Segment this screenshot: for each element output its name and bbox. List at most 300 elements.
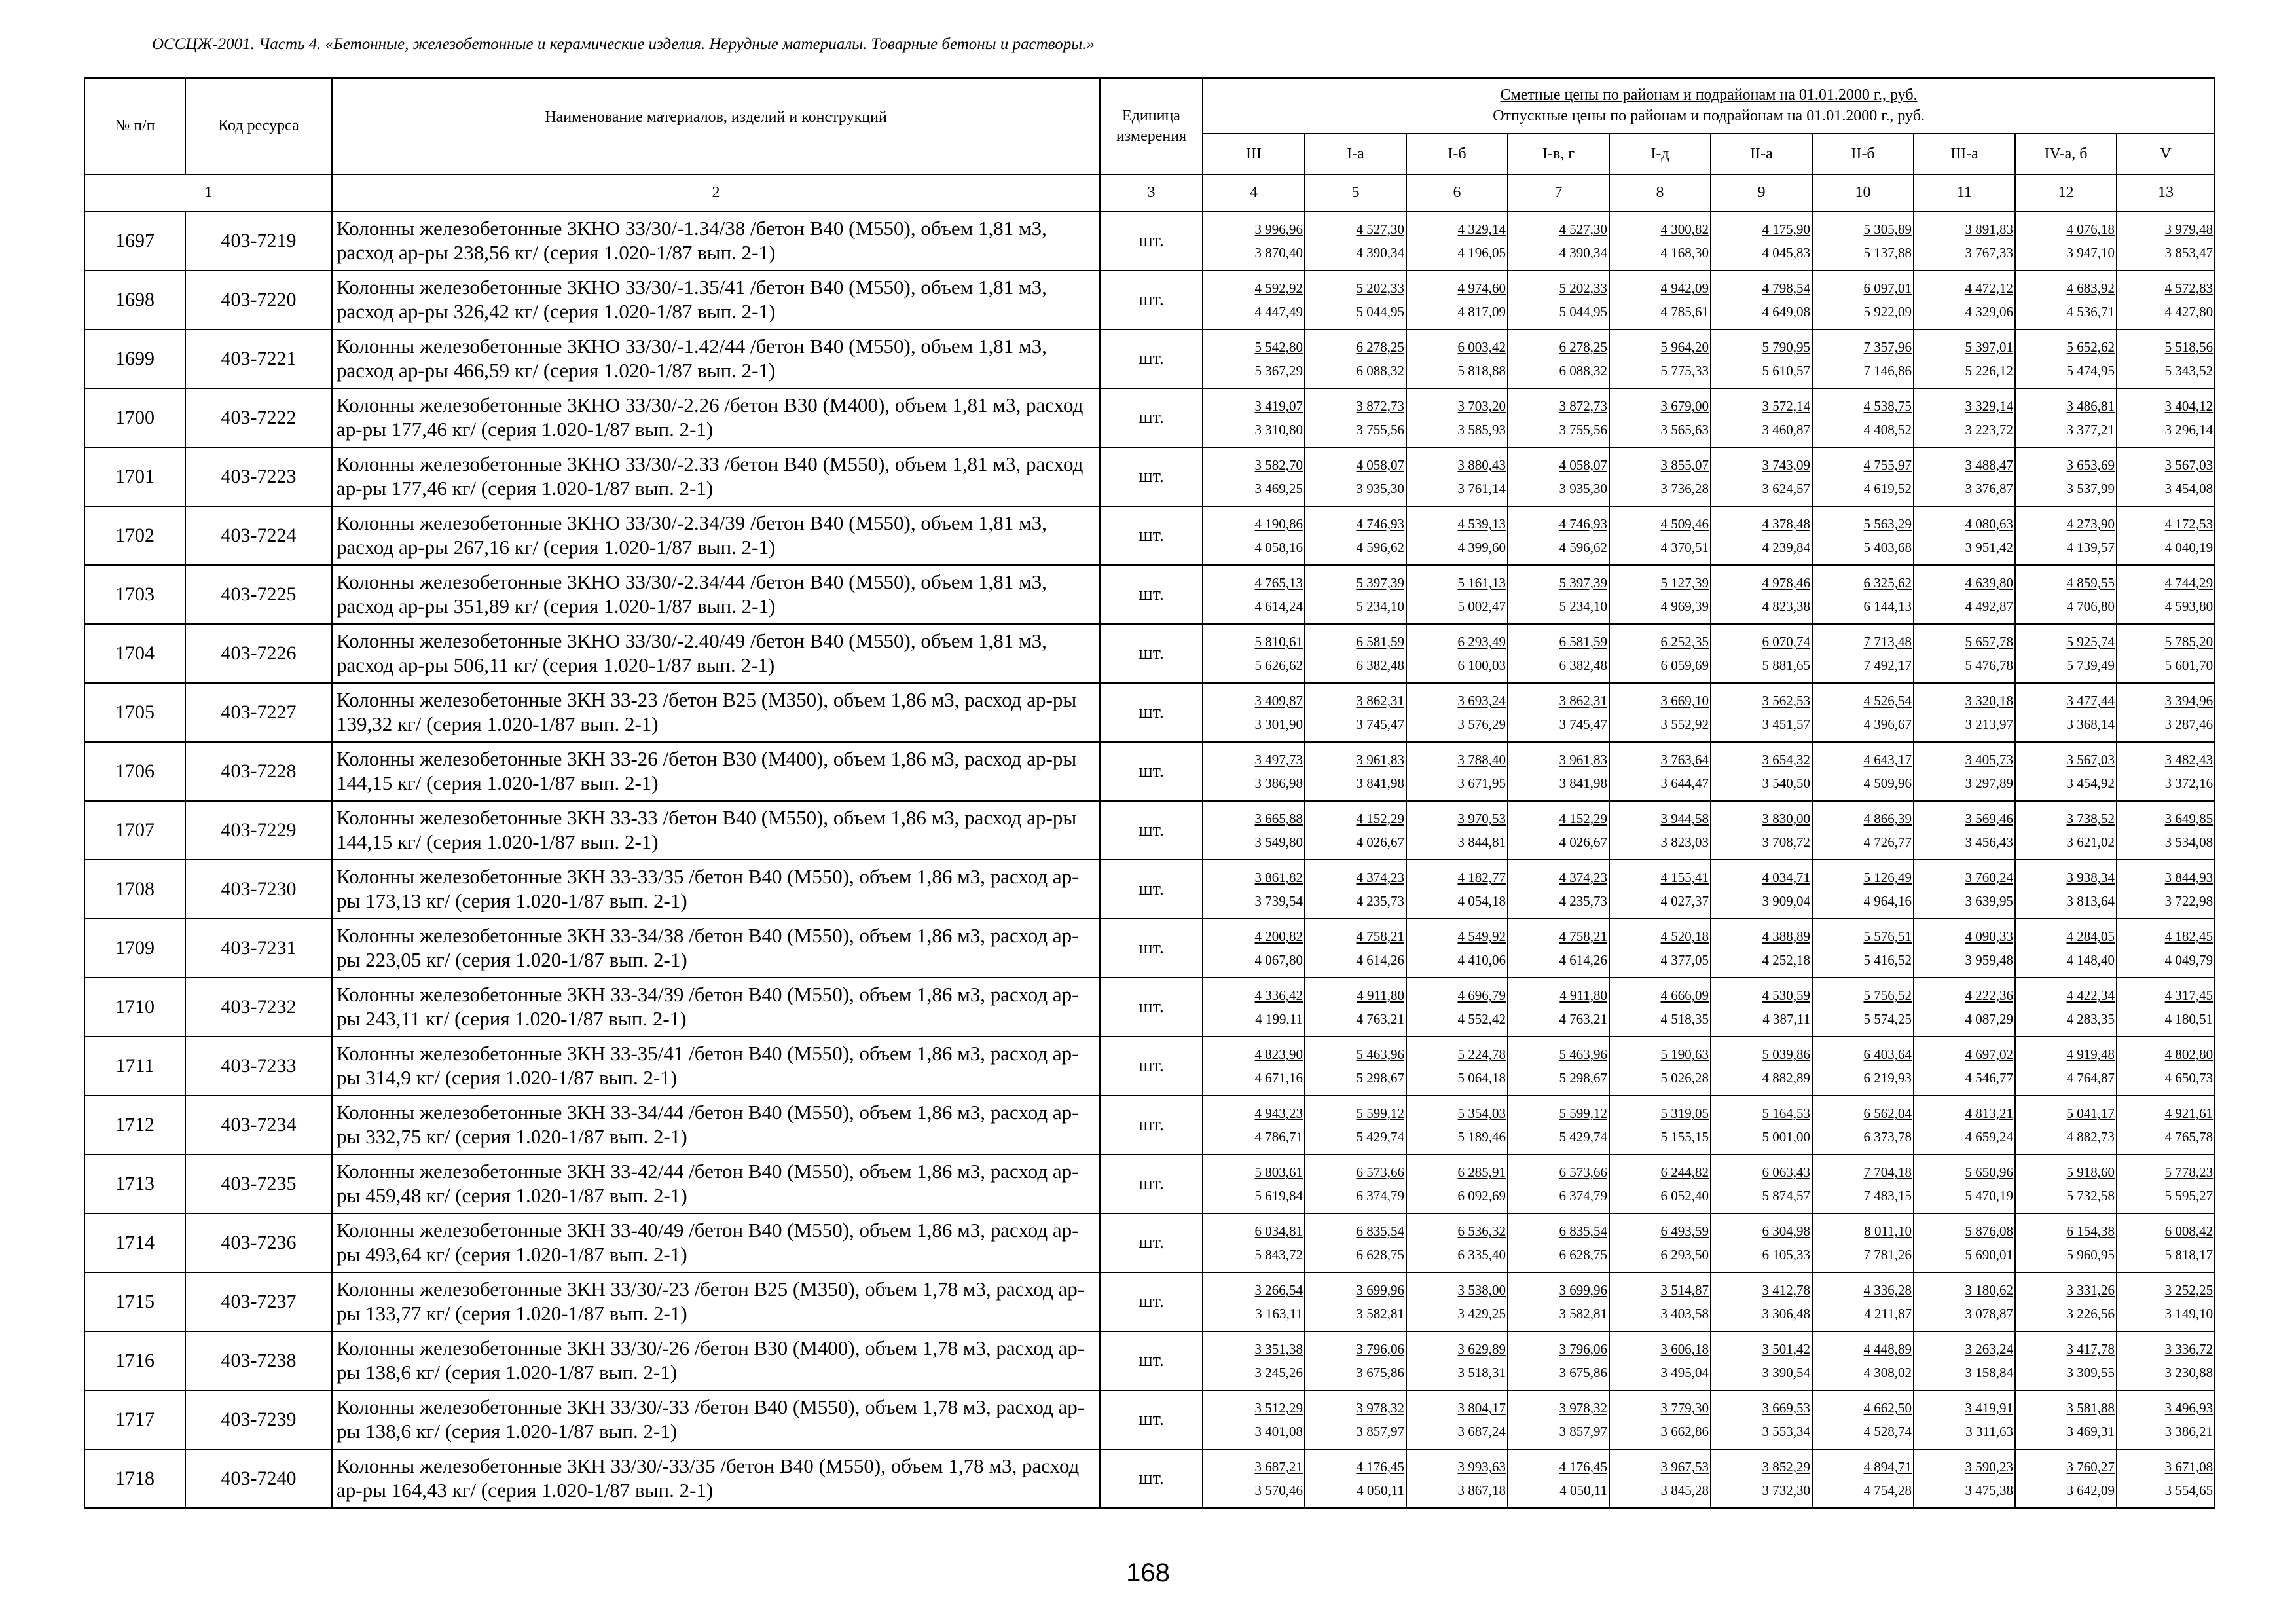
wholesale-price: 5 002,47 <box>1457 599 1506 614</box>
wholesale-price: 3 540,50 <box>1762 775 1810 791</box>
wholesale-price: 3 755,56 <box>1559 422 1607 437</box>
column-index: 12 <box>2015 175 2117 212</box>
wholesale-price: 3 675,86 <box>1356 1365 1404 1380</box>
estimated-price: 3 763,64 <box>1660 752 1709 767</box>
estimated-price: 5 202,33 <box>1559 280 1607 296</box>
price-cell <box>1711 801 1812 860</box>
estimated-price: 4 176,45 <box>1559 1459 1607 1475</box>
estimated-price: 7 704,18 <box>1863 1164 1912 1180</box>
estimated-price: 4 943,23 <box>1254 1105 1303 1121</box>
column-index: 9 <box>1711 175 1812 212</box>
estimated-price: 4 374,23 <box>1559 870 1607 885</box>
estimated-price: 6 008,42 <box>2164 1223 2214 1239</box>
wholesale-price: 4 659,24 <box>1965 1129 2013 1145</box>
price-cell <box>1203 919 1305 978</box>
table-row <box>84 329 2215 388</box>
material-name: Колонны железобетонные 3КН 33-34/38 /бетон В40 (М550), объем 1,86 м3, расход ар-ры 223,05 кг/ (серия 1.020-1/87 вып. 2-1) <box>332 919 1100 978</box>
price-cell <box>2117 1272 2215 1331</box>
estimated-price: 5 463,96 <box>1356 1046 1404 1062</box>
estimated-price: 4 911,80 <box>1559 987 1607 1003</box>
estimated-price: 4 336,28 <box>1863 1282 1912 1298</box>
price-cell <box>1609 212 1711 270</box>
estimated-price: 3 669,53 <box>1762 1400 1810 1416</box>
wholesale-price: 3 755,56 <box>1356 422 1404 437</box>
wholesale-price: 4 785,61 <box>1660 304 1709 320</box>
price-cell <box>1406 447 1508 506</box>
wholesale-price: 4 329,06 <box>1965 304 2013 320</box>
estimated-price: 3 562,53 <box>1762 693 1810 709</box>
price-cell <box>1812 683 1914 742</box>
estimated-price: 3 329,14 <box>1965 398 2013 414</box>
wholesale-price: 5 595,27 <box>2164 1188 2214 1204</box>
unit: шт. <box>1100 1096 1203 1154</box>
price-cell <box>1203 447 1305 506</box>
price-cell <box>2117 1154 2215 1213</box>
estimated-price: 8 011,10 <box>1864 1223 1912 1239</box>
estimated-price: 6 097,01 <box>1863 280 1912 296</box>
estimated-price: 4 090,33 <box>1965 929 2013 944</box>
price-cell <box>1305 1272 1406 1331</box>
estimated-price: 4 176,45 <box>1356 1459 1404 1475</box>
wholesale-price: 5 610,57 <box>1762 363 1810 378</box>
wholesale-price: 3 813,64 <box>2066 893 2115 909</box>
wholesale-price: 3 857,97 <box>1559 1424 1607 1439</box>
price-cell <box>1812 1213 1914 1272</box>
resource-code: 403-7233 <box>185 1037 332 1096</box>
estimated-price: 3 944,58 <box>1660 811 1709 826</box>
estimated-price: 4 539,13 <box>1457 516 1506 532</box>
estimated-price: 4 200,82 <box>1254 929 1303 944</box>
wholesale-price: 5 818,88 <box>1457 363 1506 378</box>
price-cell <box>1914 801 2015 860</box>
wholesale-price: 4 596,62 <box>1559 540 1607 555</box>
price-cell <box>1203 1390 1305 1449</box>
unit: шт. <box>1100 1213 1203 1272</box>
price-cell <box>1305 270 1406 329</box>
price-header-estimated: Сметные цены по районам и подрайонам на 01.01.2000 г., руб. <box>1500 86 1918 104</box>
estimated-price: 3 669,10 <box>1660 693 1709 709</box>
price-cell <box>2117 978 2215 1037</box>
price-cell <box>1711 1272 1812 1331</box>
price-cell <box>1711 270 1812 329</box>
price-cell <box>1609 1272 1711 1331</box>
estimated-price: 7 357,96 <box>1863 339 1912 355</box>
price-cell <box>1305 212 1406 270</box>
estimated-price: 6 285,91 <box>1457 1164 1506 1180</box>
estimated-price: 3 861,82 <box>1254 870 1303 885</box>
wholesale-price: 3 739,54 <box>1254 893 1303 909</box>
wholesale-price: 4 199,11 <box>1255 1011 1303 1027</box>
price-cell <box>1406 1213 1508 1272</box>
wholesale-price: 3 460,87 <box>1762 422 1810 437</box>
resource-code: 403-7227 <box>185 683 332 742</box>
wholesale-price: 3 909,04 <box>1762 893 1810 909</box>
wholesale-price: 4 817,09 <box>1457 304 1506 320</box>
wholesale-price: 3 935,30 <box>1356 481 1404 496</box>
price-cell <box>1508 1331 1609 1390</box>
wholesale-price: 5 429,74 <box>1559 1129 1607 1145</box>
estimated-price: 4 520,18 <box>1660 929 1709 944</box>
wholesale-price: 3 576,29 <box>1457 716 1506 732</box>
wholesale-price: 5 476,78 <box>1965 657 2013 673</box>
price-cell <box>2117 624 2215 683</box>
price-cell <box>1711 388 1812 447</box>
price-cell <box>2117 565 2215 624</box>
wholesale-price: 3 372,16 <box>2164 775 2214 791</box>
wholesale-price: 4 427,80 <box>2164 304 2214 320</box>
price-cell <box>2117 506 2215 565</box>
unit: шт. <box>1100 1390 1203 1449</box>
price-cell <box>2015 506 2117 565</box>
price-cell <box>1711 742 1812 801</box>
price-cell <box>2015 1213 2117 1272</box>
estimated-price: 6 244,82 <box>1660 1164 1709 1180</box>
wholesale-price: 6 088,32 <box>1356 363 1404 378</box>
wholesale-price: 3 495,04 <box>1660 1365 1709 1380</box>
estimated-price: 4 317,45 <box>2164 987 2214 1003</box>
wholesale-price: 3 552,92 <box>1660 716 1709 732</box>
wholesale-price: 4 706,80 <box>2066 599 2115 614</box>
estimated-price: 3 653,69 <box>2066 457 2115 473</box>
unit: шт. <box>1100 860 1203 919</box>
wholesale-price: 3 311,63 <box>1965 1424 2013 1439</box>
table-row <box>84 742 2215 801</box>
estimated-price: 4 666,09 <box>1660 987 1709 1003</box>
wholesale-price: 5 874,57 <box>1762 1188 1810 1204</box>
table-row <box>84 447 2215 506</box>
price-cell <box>1508 1449 1609 1508</box>
estimated-price: 3 654,32 <box>1762 752 1810 767</box>
price-cell <box>1812 742 1914 801</box>
wholesale-price: 3 454,92 <box>2066 775 2115 791</box>
estimated-price: 6 034,81 <box>1254 1223 1303 1239</box>
estimated-price: 5 161,13 <box>1457 575 1506 591</box>
resource-code: 403-7234 <box>185 1096 332 1154</box>
wholesale-price: 4 765,78 <box>2164 1129 2214 1145</box>
estimated-price: 3 872,73 <box>1356 398 1404 414</box>
wholesale-price: 3 662,86 <box>1660 1424 1709 1439</box>
price-cell <box>1203 1449 1305 1508</box>
price-cell <box>1812 1096 1914 1154</box>
estimated-price: 6 252,35 <box>1660 634 1709 650</box>
estimated-price: 4 080,63 <box>1965 516 2013 532</box>
table-row <box>84 1331 2215 1390</box>
material-name: Колонны железобетонные 3КНО 33/30/-2.26 /бетон В30 (М400), объем 1,81 м3, расход ар-ры 177,46 кг/ (серия 1.020-1/87 вып. 2-1) <box>332 388 1100 447</box>
estimated-price: 3 996,96 <box>1254 221 1303 237</box>
price-cell <box>2117 919 2215 978</box>
column-index: 8 <box>1609 175 1711 212</box>
estimated-price: 5 576,51 <box>1863 929 1912 944</box>
price-cell <box>1203 270 1305 329</box>
wholesale-price: 4 882,73 <box>2066 1129 2115 1145</box>
wholesale-price: 3 745,47 <box>1356 716 1404 732</box>
estimated-price: 4 530,59 <box>1762 987 1810 1003</box>
wholesale-price: 3 390,54 <box>1762 1365 1810 1380</box>
wholesale-price: 3 403,58 <box>1660 1306 1709 1321</box>
estimated-price: 3 855,07 <box>1660 457 1709 473</box>
wholesale-price: 3 745,47 <box>1559 716 1607 732</box>
wholesale-price: 3 732,30 <box>1762 1483 1810 1498</box>
estimated-price: 5 127,39 <box>1660 575 1709 591</box>
row-number: 1703 <box>84 565 185 624</box>
unit: шт. <box>1100 329 1203 388</box>
price-cell <box>1609 1037 1711 1096</box>
estimated-price: 5 039,86 <box>1762 1046 1810 1062</box>
material-name: Колонны железобетонные 3КН 33-35/41 /бетон В40 (М550), объем 1,86 м3, расход ар-ры 314,9 кг/ (серия 1.020-1/87 вып. 2-1) <box>332 1037 1100 1096</box>
estimated-price: 4 175,90 <box>1762 221 1810 237</box>
price-cell <box>1812 919 1914 978</box>
estimated-price: 4 813,21 <box>1965 1105 2013 1121</box>
estimated-price: 3 488,47 <box>1965 457 2013 473</box>
price-cell <box>1711 1449 1812 1508</box>
wholesale-price: 4 671,16 <box>1254 1070 1303 1086</box>
wholesale-price: 4 026,67 <box>1559 834 1607 850</box>
wholesale-price: 5 626,62 <box>1254 657 1303 673</box>
wholesale-price: 3 553,34 <box>1762 1424 1810 1439</box>
price-cell <box>1508 801 1609 860</box>
estimated-price: 3 862,31 <box>1356 693 1404 709</box>
wholesale-price: 4 027,37 <box>1660 893 1709 909</box>
price-cell <box>2015 978 2117 1037</box>
price-cell <box>1914 1449 2015 1508</box>
price-cell <box>1203 329 1305 388</box>
estimated-price: 4 802,80 <box>2164 1046 2214 1062</box>
price-cell <box>1812 329 1914 388</box>
wholesale-price: 4 087,29 <box>1965 1011 2013 1027</box>
price-cell <box>1711 1096 1812 1154</box>
estimated-price: 5 778,23 <box>2164 1164 2214 1180</box>
col-header-unit: Единица измерения <box>1100 78 1203 175</box>
wholesale-price: 4 168,30 <box>1660 245 1709 261</box>
row-number: 1699 <box>84 329 185 388</box>
material-name: Колонны железобетонные 3КН 33-34/44 /бетон В40 (М550), объем 1,86 м3, расход ар-ры 332,75 кг/ (серия 1.020-1/87 вып. 2-1) <box>332 1096 1100 1154</box>
wholesale-price: 5 739,49 <box>2066 657 2115 673</box>
price-header-wholesale: Отпускные цены по районам и подрайонам на 01.01.2000 г., руб. <box>1493 107 1925 124</box>
price-cell <box>1508 1037 1609 1096</box>
estimated-price: 3 417,78 <box>2066 1341 2115 1357</box>
estimated-price: 4 222,36 <box>1965 987 2013 1003</box>
wholesale-price: 5 922,09 <box>1863 304 1912 320</box>
estimated-price: 6 278,25 <box>1356 339 1404 355</box>
price-cell <box>1914 212 2015 270</box>
wholesale-price: 4 614,24 <box>1254 599 1303 614</box>
estimated-price: 4 639,80 <box>1965 575 2013 591</box>
estimated-price: 4 823,90 <box>1254 1046 1303 1062</box>
estimated-price: 3 501,42 <box>1762 1341 1810 1357</box>
row-number: 1708 <box>84 860 185 919</box>
column-index: 3 <box>1100 175 1203 212</box>
wholesale-price: 4 308,02 <box>1863 1365 1912 1380</box>
estimated-price: 4 388,89 <box>1762 929 1810 944</box>
wholesale-price: 4 823,38 <box>1762 599 1810 614</box>
estimated-price: 4 172,53 <box>2164 516 2214 532</box>
estimated-price: 3 779,30 <box>1660 1400 1709 1416</box>
estimated-price: 3 419,07 <box>1254 398 1303 414</box>
wholesale-price: 4 764,87 <box>2066 1070 2115 1086</box>
wholesale-price: 3 642,09 <box>2066 1483 2115 1498</box>
resource-code: 403-7240 <box>185 1449 332 1508</box>
estimated-price: 4 746,93 <box>1559 516 1607 532</box>
price-cell <box>1609 742 1711 801</box>
price-cell <box>1508 683 1609 742</box>
price-cell <box>1406 212 1508 270</box>
price-cell <box>1609 270 1711 329</box>
estimated-price: 3 482,43 <box>2164 752 2214 767</box>
price-cell <box>1914 683 2015 742</box>
estimated-price: 4 765,13 <box>1254 575 1303 591</box>
wholesale-price: 5 226,12 <box>1965 363 2013 378</box>
wholesale-price: 3 675,86 <box>1559 1365 1607 1380</box>
estimated-price: 4 758,21 <box>1356 929 1404 944</box>
estimated-price: 3 486,81 <box>2066 398 2115 414</box>
price-cell <box>1203 624 1305 683</box>
wholesale-price: 4 596,62 <box>1356 540 1404 555</box>
estimated-price: 4 921,61 <box>2164 1105 2214 1121</box>
estimated-price: 4 572,83 <box>2164 280 2214 296</box>
wholesale-price: 5 367,29 <box>1254 363 1303 378</box>
wholesale-price: 3 469,31 <box>2066 1424 2115 1439</box>
estimated-price: 3 796,06 <box>1559 1341 1607 1357</box>
wholesale-price: 5 574,25 <box>1863 1011 1912 1027</box>
wholesale-price: 3 213,97 <box>1965 716 2013 732</box>
wholesale-price: 3 947,10 <box>2066 245 2115 261</box>
resource-code: 403-7221 <box>185 329 332 388</box>
wholesale-price: 4 882,89 <box>1762 1070 1810 1086</box>
price-cell <box>2015 270 2117 329</box>
price-cell <box>1914 1037 2015 1096</box>
material-name: Колонны железобетонные 3КН 33-33/35 /бетон В40 (М550), объем 1,86 м3, расход ар-ры 173,13 кг/ (серия 1.020-1/87 вып. 2-1) <box>332 860 1100 919</box>
price-cell <box>1203 506 1305 565</box>
price-cell <box>1914 329 2015 388</box>
price-cell <box>1203 1331 1305 1390</box>
price-cell <box>1609 1331 1711 1390</box>
wholesale-price: 4 252,18 <box>1762 952 1810 968</box>
region-header: I-в, г <box>1508 134 1609 175</box>
estimated-price: 3 687,21 <box>1254 1459 1303 1475</box>
estimated-price: 5 918,60 <box>2066 1164 2115 1180</box>
column-index: 11 <box>1914 175 2015 212</box>
price-cell <box>1508 270 1609 329</box>
price-cell <box>2015 1449 2117 1508</box>
estimated-price: 5 599,12 <box>1559 1105 1607 1121</box>
estimated-price: 4 284,05 <box>2066 929 2115 944</box>
wholesale-price: 4 410,06 <box>1457 952 1506 968</box>
estimated-price: 5 756,52 <box>1863 987 1912 1003</box>
estimated-price: 4 472,12 <box>1965 280 2013 296</box>
price-cell <box>1508 1272 1609 1331</box>
material-name: Колонны железобетонные 3КН 33-42/44 /бетон В40 (М550), объем 1,86 м3, расход ар-ры 459,48 кг/ (серия 1.020-1/87 вып. 2-1) <box>332 1154 1100 1213</box>
estimated-price: 3 180,62 <box>1965 1282 2013 1298</box>
unit: шт. <box>1100 270 1203 329</box>
column-index: 10 <box>1812 175 1914 212</box>
wholesale-price: 5 137,88 <box>1863 245 1912 261</box>
wholesale-price: 5 155,15 <box>1660 1129 1709 1145</box>
material-name: Колонны железобетонные 3КНО 33/30/-2.34/44 /бетон В40 (М550), объем 1,81 м3, расход ар-ры 351,89 кг/ (серия 1.020-1/87 вып. 2-1) <box>332 565 1100 624</box>
wholesale-price: 4 390,34 <box>1559 245 1607 261</box>
price-cell <box>1508 1096 1609 1154</box>
region-header: IV-а, б <box>2015 134 2117 175</box>
wholesale-price: 3 585,93 <box>1457 422 1506 437</box>
estimated-price: 5 803,61 <box>1254 1164 1303 1180</box>
estimated-price: 5 925,74 <box>2066 634 2115 650</box>
wholesale-price: 6 293,50 <box>1660 1247 1709 1263</box>
wholesale-price: 3 386,98 <box>1254 775 1303 791</box>
material-name: Колонны железобетонные 3КНО 33/30/-2.33 /бетон В40 (М550), объем 1,81 м3, расход ар-ры 177,46 кг/ (серия 1.020-1/87 вып. 2-1) <box>332 447 1100 506</box>
estimated-price: 4 911,80 <box>1357 987 1404 1003</box>
unit: шт. <box>1100 1331 1203 1390</box>
price-cell <box>1914 506 2015 565</box>
price-cell <box>1305 329 1406 388</box>
material-name: Колонны железобетонные 3КН 33-26 /бетон В30 (М400), объем 1,86 м3, расход ар-ры 144,15 кг/ (серия 1.020-1/87 вып. 2-1) <box>332 742 1100 801</box>
unit: шт. <box>1100 742 1203 801</box>
resource-code: 403-7226 <box>185 624 332 683</box>
estimated-price: 3 671,08 <box>2164 1459 2214 1475</box>
wholesale-price: 5 960,95 <box>2066 1247 2115 1263</box>
price-cell <box>1406 683 1508 742</box>
wholesale-price: 7 483,15 <box>1863 1188 1912 1204</box>
wholesale-price: 4 614,26 <box>1356 952 1404 968</box>
price-cell <box>1305 978 1406 1037</box>
price-cell <box>1812 1272 1914 1331</box>
wholesale-price: 3 722,98 <box>2164 893 2214 909</box>
wholesale-price: 6 052,40 <box>1660 1188 1709 1204</box>
estimated-price: 3 496,93 <box>2164 1400 2214 1416</box>
wholesale-price: 3 736,28 <box>1660 481 1709 496</box>
price-cell <box>1508 742 1609 801</box>
table-row <box>84 506 2215 565</box>
wholesale-price: 3 639,95 <box>1965 893 2013 909</box>
wholesale-price: 7 146,86 <box>1863 363 1912 378</box>
price-cell <box>1305 1037 1406 1096</box>
wholesale-price: 4 180,51 <box>2164 1011 2214 1027</box>
price-cell <box>1609 1096 1711 1154</box>
price-cell <box>1203 1096 1305 1154</box>
price-cell <box>1305 1213 1406 1272</box>
wholesale-price: 6 100,03 <box>1457 657 1506 673</box>
row-number: 1702 <box>84 506 185 565</box>
wholesale-price: 3 149,10 <box>2164 1306 2214 1321</box>
document-header: ОССЦЖ-2001. Часть 4. «Бетонные, железобетонные и керамические изделия. Нерудные материалы. Товарные бетоны и растворы.» <box>152 35 1095 53</box>
estimated-price: 4 744,29 <box>2164 575 2214 591</box>
estimated-price: 3 412,78 <box>1762 1282 1810 1298</box>
price-cell <box>1812 860 1914 919</box>
price-cell <box>1609 801 1711 860</box>
price-cell <box>1711 860 1812 919</box>
wholesale-price: 6 092,69 <box>1457 1188 1506 1204</box>
price-cell <box>1711 919 1812 978</box>
estimated-price: 3 961,83 <box>1356 752 1404 767</box>
col-header-code: Код ресурса <box>185 78 332 175</box>
price-cell <box>1914 978 2015 1037</box>
estimated-price: 5 463,96 <box>1559 1046 1607 1062</box>
table-row <box>84 1213 2215 1272</box>
estimated-price: 6 070,74 <box>1762 634 1810 650</box>
wholesale-price: 6 144,13 <box>1863 599 1912 614</box>
wholesale-price: 4 283,35 <box>2066 1011 2115 1027</box>
price-cell <box>1305 388 1406 447</box>
wholesale-price: 6 059,69 <box>1660 657 1709 673</box>
wholesale-price: 3 518,31 <box>1457 1365 1506 1380</box>
resource-code: 403-7228 <box>185 742 332 801</box>
estimated-price: 3 351,38 <box>1254 1341 1303 1357</box>
price-cell <box>2117 1096 2215 1154</box>
estimated-price: 3 699,96 <box>1356 1282 1404 1298</box>
wholesale-price: 5 298,67 <box>1559 1070 1607 1086</box>
material-name: Колонны железобетонные 3КНО 33/30/-1.34/38 /бетон В40 (М550), объем 1,81 м3, расход ар-ры 238,56 кг/ (серия 1.020-1/87 вып. 2-1) <box>332 212 1100 270</box>
table-row <box>84 624 2215 683</box>
wholesale-price: 3 582,81 <box>1559 1306 1607 1321</box>
estimated-price: 5 126,49 <box>1863 870 1912 885</box>
